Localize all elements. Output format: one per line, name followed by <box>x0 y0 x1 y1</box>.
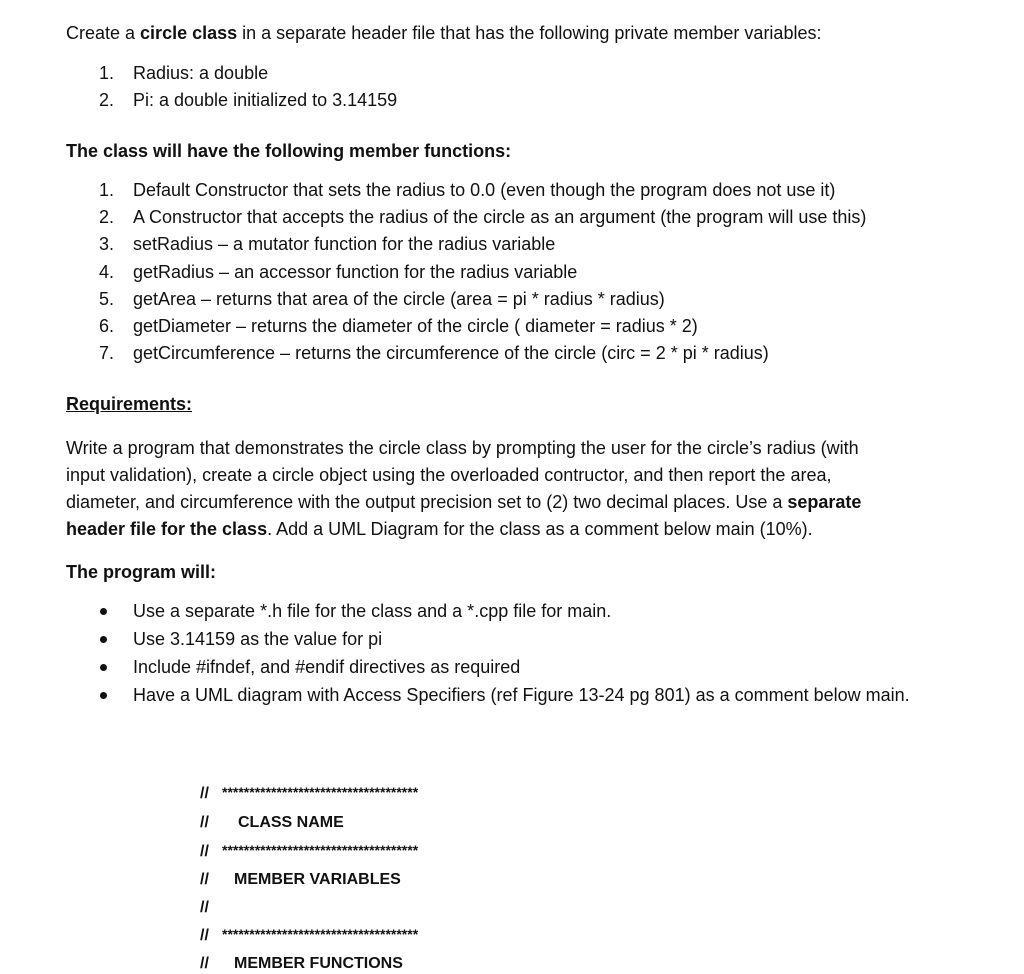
uml-class-name-label: CLASS NAME <box>238 814 344 831</box>
requirements-line-4-text: . Add a UML Diagram for the class as a comment below main (10%). <box>267 519 813 539</box>
uml-member-functions-label: MEMBER FUNCTIONS <box>234 955 403 972</box>
member-function-item: getDiameter – returns the diameter of the circle ( diameter = radius * 2) <box>133 316 698 336</box>
requirements-paragraph-line-1: Write a program that demonstrates the circle class by prompting the user for the circle’s radius (with <box>66 438 859 458</box>
program-bullet-item: Include #ifndef, and #endif directives as required <box>133 657 521 677</box>
member-function-number: 2. <box>99 207 115 227</box>
member-function-item: getArea – returns that area of the circle (area = pi * radius * radius) <box>133 289 665 309</box>
member-function-number: 7. <box>99 343 115 363</box>
uml-comment-slashes: // <box>200 814 209 831</box>
bullet-icon <box>100 608 107 615</box>
uml-member-variables-label: MEMBER VARIABLES <box>234 871 401 888</box>
program-will-heading: The program will: <box>66 562 217 582</box>
member-function-item: getRadius – an accessor function for the radius variable <box>133 262 578 282</box>
intro-prefix: Create a <box>66 23 141 43</box>
member-variable-item: Radius: a double <box>133 63 269 83</box>
functions-heading: The class will have the following member functions: <box>66 141 512 161</box>
requirements-heading: Requirements: <box>66 394 193 414</box>
bullet-icon <box>100 692 107 699</box>
uml-comment-slashes: // <box>200 785 209 802</box>
member-variable-number: 2. <box>99 90 115 110</box>
uml-comment-slashes: // <box>200 871 209 888</box>
requirements-line-3-bold: separate <box>787 492 862 512</box>
bullet-icon <box>100 664 107 671</box>
intro-suffix: in a separate header file that has the following private member variables: <box>237 23 822 43</box>
member-function-number: 1. <box>99 180 115 200</box>
requirements-line-4-bold: header file for the class <box>66 519 268 539</box>
bullet-icon <box>100 636 107 643</box>
program-bullet-item: Use 3.14159 as the value for pi <box>133 629 383 649</box>
member-function-number: 3. <box>99 234 115 254</box>
requirements-paragraph-line-2: input validation), create a circle object using the overloaded contructor, and then report the area, <box>66 465 832 485</box>
requirements-paragraph-line-3 <box>66 491 861 513</box>
uml-comment-slashes: // <box>200 927 209 944</box>
requirements-paragraph-line-4 <box>66 518 813 540</box>
uml-comment-slashes: // <box>200 955 209 972</box>
program-bullet-item: Use a separate *.h file for the class and a *.cpp file for main. <box>133 601 612 621</box>
intro-bold-circle-class: circle class <box>140 23 238 43</box>
requirements-line-3-text: diameter, and circumference with the output precision set to (2) two decimal places. Use a <box>66 492 788 512</box>
member-function-item: getCircumference – returns the circumference of the circle (circ = 2 * pi * radius) <box>133 343 769 363</box>
member-variable-item: Pi: a double initialized to 3.14159 <box>133 90 398 110</box>
program-bullet-item: Have a UML diagram with Access Specifiers (ref Figure 13-24 pg 801) as a comment below main. <box>133 685 910 705</box>
uml-comment-slashes: // <box>200 843 209 860</box>
member-variable-number: 1. <box>99 63 115 83</box>
member-function-number: 4. <box>99 262 115 282</box>
uml-star-rule: ************************************ <box>222 784 419 800</box>
member-function-number: 5. <box>99 289 115 309</box>
uml-star-rule: ************************************ <box>222 842 419 858</box>
member-function-number: 6. <box>99 316 115 336</box>
uml-comment-slashes: // <box>200 899 209 916</box>
member-function-item: Default Constructor that sets the radius to 0.0 (even though the program does not use it) <box>133 180 836 200</box>
intro-line <box>66 22 821 44</box>
member-function-item: A Constructor that accepts the radius of the circle as an argument (the program will use this) <box>133 207 867 227</box>
uml-star-rule: ************************************ <box>222 926 419 942</box>
member-function-item: setRadius – a mutator function for the radius variable <box>133 234 556 254</box>
